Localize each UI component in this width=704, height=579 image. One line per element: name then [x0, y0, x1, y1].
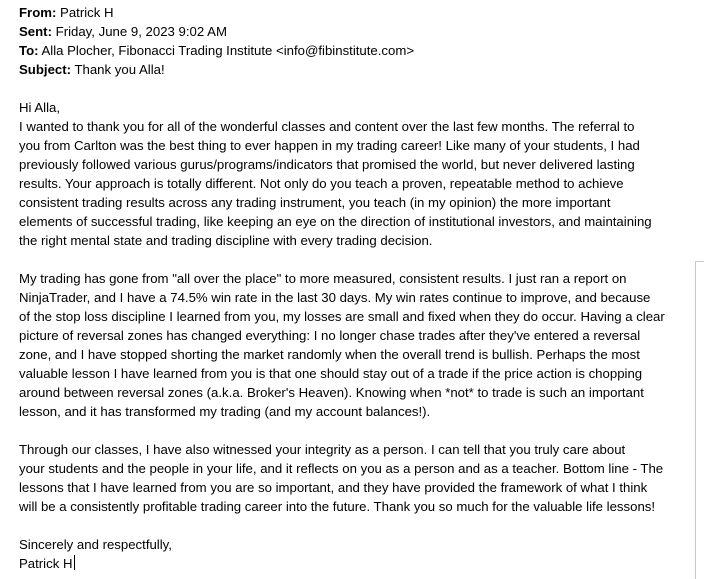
- subject-line: [19, 60, 691, 79]
- paragraph-1-line[interactable]: results. Your approach is totally different. Not only do you teach a proven, repeatable method to achieve: [19, 176, 624, 191]
- from-line: [19, 3, 691, 22]
- from-label: From:: [19, 5, 57, 20]
- subject-label: Subject:: [19, 62, 72, 77]
- right-margin: [695, 0, 704, 579]
- paragraph-2-line[interactable]: picture of reversal zones has changed everything: I no longer chase trades after they've entered a reversal: [19, 328, 641, 343]
- paragraph-2-line[interactable]: zone, and I have stopped shorting the market randomly when the overall trend is bullish. Perhaps the most: [19, 347, 640, 362]
- paragraph-2-line[interactable]: NinjaTrader, and I have a 74.5% win rate in the last 30 days. My win rates continue to improve, and because: [19, 290, 651, 305]
- paragraph-3-line[interactable]: your students and the people in your life, and it reflects on you as a person and as a teacher. Bottom line - The: [19, 461, 664, 476]
- spacer: [19, 250, 691, 269]
- greeting[interactable]: Hi Alla,: [19, 100, 61, 115]
- to-line: [19, 41, 691, 60]
- from-value: Patrick H: [56, 5, 114, 20]
- paragraph-2-line[interactable]: around between reversal zones (a.k.a. Broker's Heaven). Knowing when *not* to trade is such an important: [19, 385, 644, 400]
- paragraph-2-line[interactable]: of the stop loss discipline I learned from you, my losses are small and fixed when they do occur. Having a clear: [19, 309, 665, 324]
- panel-edge-top: [695, 261, 704, 262]
- paragraph-3-line[interactable]: will be a consistently profitable trading career into the future. Thank you so much for the valuable life lessons!: [19, 499, 656, 514]
- paragraph-3-line[interactable]: Through our classes, I have also witnessed your integrity as a person. I can tell that you truly care about: [19, 442, 626, 457]
- paragraph-2-line[interactable]: valuable lesson I have learned from you is that one should stay out of a trade if the price action is chopping: [19, 366, 643, 381]
- sent-line: [19, 22, 691, 41]
- to-value: Alla Plocher, Fibonacci Trading Institute <info@fibinstitute.com>: [38, 43, 415, 58]
- spacer: [19, 421, 691, 440]
- email-message[interactable]: [19, 3, 691, 573]
- signature: Patrick H: [19, 556, 73, 571]
- sent-value: Friday, June 9, 2023 9:02 AM: [51, 24, 227, 39]
- closing[interactable]: Sincerely and respectfully,: [19, 537, 172, 552]
- to-label: To:: [19, 43, 39, 58]
- paragraph-1-line[interactable]: consistent trading results across any trading instrument, you teach (in my opinion) the more important: [19, 195, 611, 210]
- paragraph-1-line[interactable]: the right mental state and trading discipline with every trading decision.: [19, 233, 433, 248]
- sent-label: Sent:: [19, 24, 52, 39]
- paragraph-2-line[interactable]: My trading has gone from "all over the place" to more measured, consistent results. I just ran a report on: [19, 271, 627, 286]
- signature-line[interactable]: [19, 554, 691, 573]
- paragraph-1-line[interactable]: you from Carlton was the best thing to ever happen in my trading career! Like many of your students, I had: [19, 138, 640, 153]
- subject-value: Thank you Alla!: [71, 62, 165, 77]
- paragraph-1-line[interactable]: elements of successful trading, like keeping an eye on the direction of institutional investors, and maintaining: [19, 214, 652, 229]
- panel-edge: [695, 261, 696, 579]
- spacer: [19, 516, 691, 535]
- spacer: [19, 79, 691, 98]
- paragraph-2-line[interactable]: lesson, and it has transformed my trading (and my account balances!).: [19, 404, 431, 419]
- text-cursor: [74, 555, 75, 570]
- paragraph-3-line[interactable]: lessons that I have learned from you are so important, and they have provided the framework of what I think: [19, 480, 648, 495]
- paragraph-1-line[interactable]: previously followed various gurus/programs/indicators that promised the world, but never delivered lasting: [19, 157, 635, 172]
- paragraph-1-line[interactable]: I wanted to thank you for all of the wonderful classes and content over the last few months. The referral to: [19, 119, 635, 134]
